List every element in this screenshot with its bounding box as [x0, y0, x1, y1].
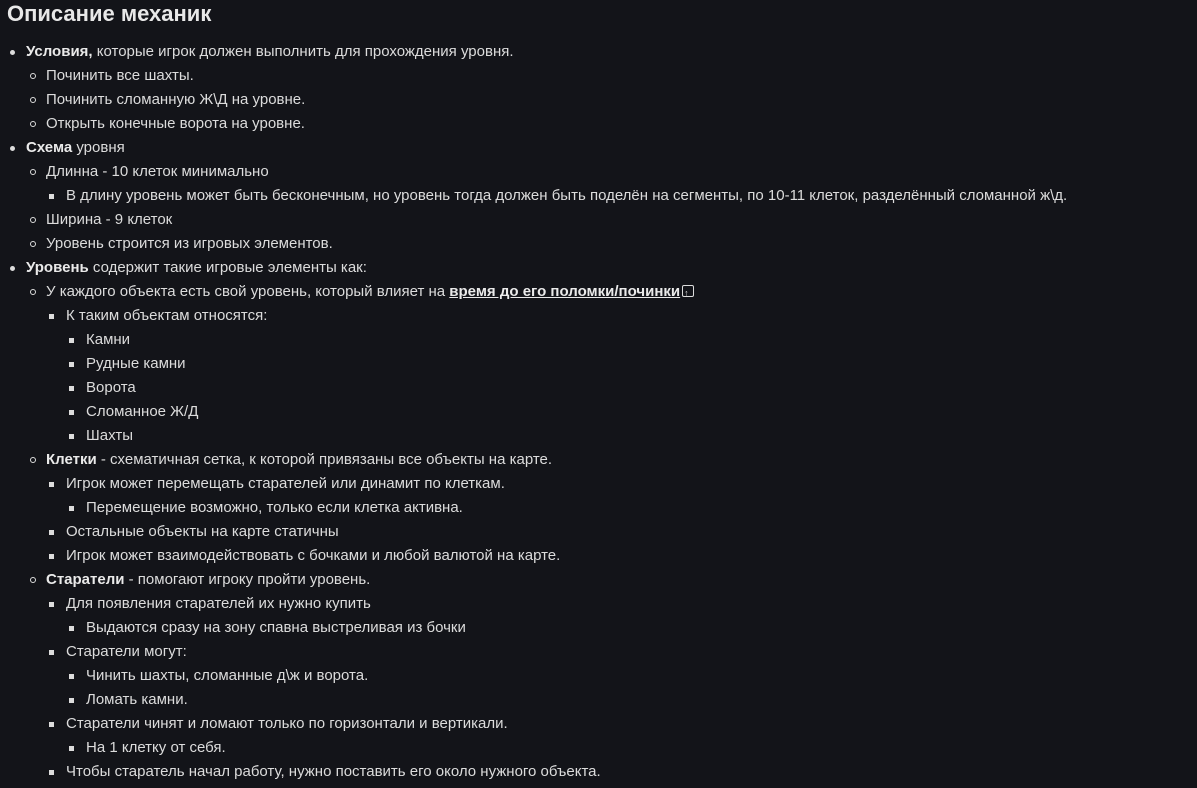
item-text: Ширина - 9 клеток	[46, 211, 173, 228]
item-text: Уровень строится из игровых элементов.	[46, 235, 333, 252]
item-text: Старатели чинят и ломают только по горизонтали и вертикали.	[66, 715, 508, 732]
item-text: Сломанное Ж/Д	[86, 403, 199, 420]
page-title: Описание механик	[7, 1, 212, 26]
item-text: Шахты	[86, 427, 134, 444]
list-item	[0, 160, 1197, 184]
item-text: Выдаются сразу на зону спавна выстреливая из бочки	[86, 619, 466, 636]
item-text: К таким объектам относятся:	[66, 307, 268, 324]
item-text: - схематичная сетка, к которой привязаны все объекты на карте.	[96, 451, 553, 468]
item-text: Открыть конечные ворота на уровне.	[46, 115, 305, 132]
item-bold-term: Клетки	[46, 451, 97, 468]
item-text: Камни	[86, 331, 131, 348]
list-item	[0, 736, 1197, 760]
item-bold-term: Условия,	[26, 43, 93, 60]
list-item	[0, 232, 1197, 256]
item-text: Перемещение возможно, только если клетка активна.	[86, 499, 463, 516]
list-item	[0, 40, 1197, 64]
list-item	[0, 256, 1197, 280]
item-text: содержит такие игровые элементы как:	[88, 259, 367, 276]
item-bold-term: Схема	[26, 139, 73, 156]
list-item	[0, 592, 1197, 616]
item-text: которые игрок должен выполнить для прохождения уровня.	[92, 43, 514, 60]
item-text: Старатели могут:	[66, 643, 187, 660]
list-item	[0, 520, 1197, 544]
list-item	[0, 400, 1197, 424]
list-item	[0, 544, 1197, 568]
item-text: Остальные объекты на карте статичны	[66, 523, 339, 540]
item-text: Игрок может взаимодействовать с бочками и любой валютой на карте.	[66, 547, 561, 564]
list-item	[0, 568, 1197, 592]
list-item	[0, 616, 1197, 640]
item-text: В длину уровень может быть бесконечным, но уровень тогда должен быть поделён на сегменты, по 10-11 клеток, разделённый сломанной ж\д.	[66, 187, 1068, 204]
list-item	[0, 472, 1197, 496]
list-item	[0, 352, 1197, 376]
item-text: Для появления старателей их нужно купить	[66, 595, 371, 612]
item-text: Ворота	[86, 379, 136, 396]
list-item	[0, 448, 1197, 472]
list-item	[0, 712, 1197, 736]
list-item	[0, 208, 1197, 232]
list-item	[0, 376, 1197, 400]
list-item	[0, 424, 1197, 448]
list-item	[0, 664, 1197, 688]
item-text: Чинить шахты, сломанные д\ж и ворота.	[86, 667, 369, 684]
item-text: - помогают игроку пройти уровень.	[124, 571, 371, 588]
item-text: У каждого объекта есть свой уровень, который влияет на	[46, 283, 450, 300]
list-item	[0, 280, 1197, 304]
item-text: Рудные камни	[86, 355, 186, 372]
item-text: На 1 клетку от себя.	[86, 739, 226, 756]
list-item	[0, 88, 1197, 112]
breakdown-time-link[interactable]: время до его поломки/починки	[449, 283, 681, 300]
list-item	[0, 304, 1197, 328]
item-bold-term: Старатели	[46, 571, 125, 588]
list-item	[0, 112, 1197, 136]
item-text: Починить все шахты.	[46, 67, 194, 84]
list-item	[0, 136, 1197, 160]
item-text: Длинна - 10 клеток минимально	[46, 163, 269, 180]
list-item	[0, 640, 1197, 664]
item-text: Ломать камни.	[86, 691, 188, 708]
list-item	[0, 760, 1197, 784]
list-item	[0, 688, 1197, 712]
item-text: Починить сломанную Ж\Д на уровне.	[46, 91, 306, 108]
list-item	[0, 184, 1197, 208]
list-item	[0, 496, 1197, 520]
external-link-icon[interactable]	[682, 285, 694, 297]
list-item	[0, 64, 1197, 88]
item-bold-term: Уровень	[26, 259, 89, 276]
mechanics-list	[0, 40, 1197, 784]
item-text: Чтобы старатель начал работу, нужно поставить его около нужного объекта.	[66, 763, 601, 780]
list-item	[0, 328, 1197, 352]
item-text: Игрок может перемещать старателей или динамит по клеткам.	[66, 475, 505, 492]
item-text: уровня	[72, 139, 125, 156]
